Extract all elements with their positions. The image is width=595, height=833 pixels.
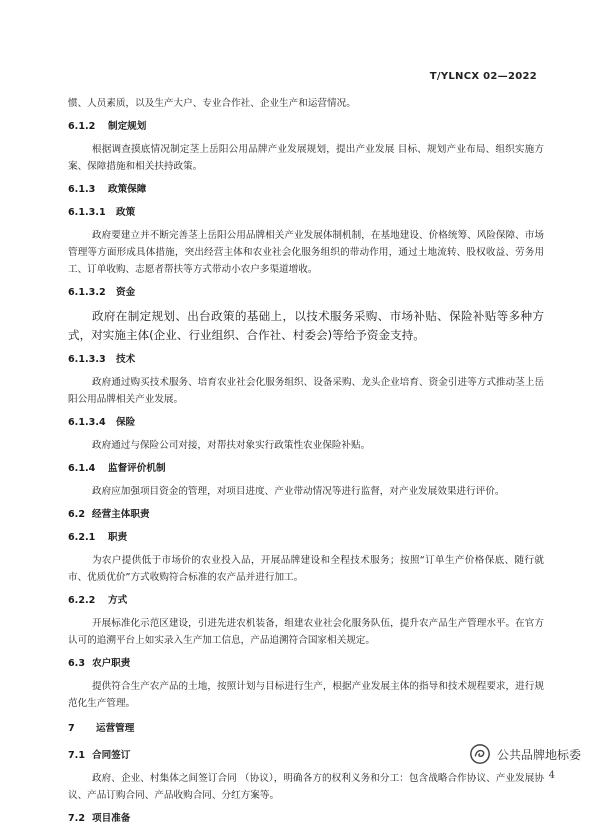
- wechat-official-account-icon: [469, 743, 491, 765]
- section-title: 政策: [116, 207, 136, 218]
- section-title: 农户职责: [92, 658, 131, 669]
- section-number: 7.1: [68, 750, 85, 761]
- paragraph: 提供符合生产农产品的土地，按照计划与目标进行生产，根据产业发展主体的指导和技术规程要求，进行规范化生产管理。: [68, 681, 544, 709]
- section-number: 6.2.1: [68, 532, 96, 543]
- paragraph: 根据调查摸底情况制定茎上岳阳公用品牌产业发展规划，提出产业发展 目标、规划产业布局、组织实施方案、保障措施和相关扶持政策。: [68, 144, 544, 172]
- section-number: 7.2: [68, 813, 85, 824]
- paragraph: 惯、人员素质，以及生产大户、专业合作社、企业生产和运营情况。: [68, 98, 356, 109]
- section-number: 6.1.3.1: [68, 207, 106, 218]
- section-title: 合同签订: [92, 750, 131, 761]
- section-title: 保险: [116, 417, 136, 428]
- section-title: 经营主体职责: [92, 509, 150, 520]
- section-title: 政策保障: [108, 184, 147, 195]
- section-title: 职责: [108, 532, 128, 543]
- section-title: 监督评价机制: [108, 463, 166, 474]
- section-heading: [68, 506, 544, 523]
- document-body: [68, 95, 544, 833]
- section-title: 项目准备: [92, 813, 131, 824]
- paragraph: 政府应加强项目资金的管理，对项目进度、产业带动情况等进行监督，对产业发展效果进行评价。: [92, 486, 505, 497]
- section-number: 6.1.4: [68, 463, 96, 474]
- section-heading: [68, 720, 544, 737]
- paragraph: 政府在制定规划、出台政策的基础上，以技术服务采购、市场补贴、保险补贴等多种方式，对实施主体(企业、行业组织、合作社、村委会)等给予资金支持。: [68, 309, 544, 342]
- paragraph: 为农户提供低于市场价的农业投入品，开展品牌建设和全程技术服务；按照“订单生产价格保底、随行就市、优质优价”方式收购符合标准的农产品并进行加工。: [68, 555, 544, 583]
- paragraph: 政府、企业、村集体之间签订合同 （协议），明确各方的权利义务和分工：包含战略合作协议、产业发展协议、产品订购合同、产品收购合同、分红方案等。: [68, 773, 544, 801]
- section-heading: [68, 351, 544, 368]
- section-heading: [68, 284, 544, 301]
- section-title: 运营管理: [96, 723, 135, 734]
- paragraph: 政府通过与保险公司对接，对帮扶对象实行政策性农业保险补贴。: [92, 440, 371, 451]
- section-title: 制定规划: [108, 121, 147, 132]
- page-number: 4: [548, 770, 555, 781]
- paragraph: 政府通过购买技术服务、培育农业社会化服务组织、设备采购、龙头企业培育、资金引进等方式推动茎上岳阳公用品牌相关产业发展。: [68, 377, 544, 405]
- watermark-text: 公共品牌地标委: [496, 747, 581, 762]
- section-number: 6.1.3.4: [68, 417, 106, 428]
- watermark: [469, 743, 581, 765]
- section-heading: [68, 118, 544, 135]
- section-heading: [68, 460, 544, 477]
- section-number: 6.2.2: [68, 595, 96, 606]
- section-title: 资金: [116, 287, 136, 298]
- document-code: T/YLNCX 02—2022: [429, 71, 537, 82]
- section-number: 6.3: [68, 658, 85, 669]
- section-number: 6.1.3.2: [68, 287, 106, 298]
- section-heading: [68, 204, 544, 221]
- section-heading: [68, 181, 544, 198]
- section-number: 6.1.3.3: [68, 354, 106, 365]
- paragraph: 政府要建立并不断完善茎上岳阳公用品牌相关产业发展体制机制，在基地建设、价格统筹、风险保障、市场管理等方面形成具体措施，突出经营主体和农业社会化服务组织的带动作用，通过土地流转、股权收益、劳务用工、订单收购、志愿者帮扶等方式带动小农户多渠道增收。: [68, 230, 544, 275]
- section-number: 7: [68, 723, 75, 734]
- section-title: 技术: [116, 354, 136, 365]
- section-heading: [68, 414, 544, 431]
- section-number: 6.1.3: [68, 184, 96, 195]
- section-heading: [68, 655, 544, 672]
- paragraph: 开展标准化示范区建设，引进先进农机装备，组建农业社会化服务队伍，提升农产品生产管理水平。在官方认可的追溯平台上如实录入生产加工信息，产品追溯符合国家相关规定。: [68, 618, 544, 646]
- section-heading: [68, 592, 544, 609]
- section-number: 6.2: [68, 509, 85, 520]
- section-number: 6.1.2: [68, 121, 96, 132]
- section-heading: [68, 810, 544, 827]
- section-title: 方式: [108, 595, 128, 606]
- section-heading: [68, 529, 544, 546]
